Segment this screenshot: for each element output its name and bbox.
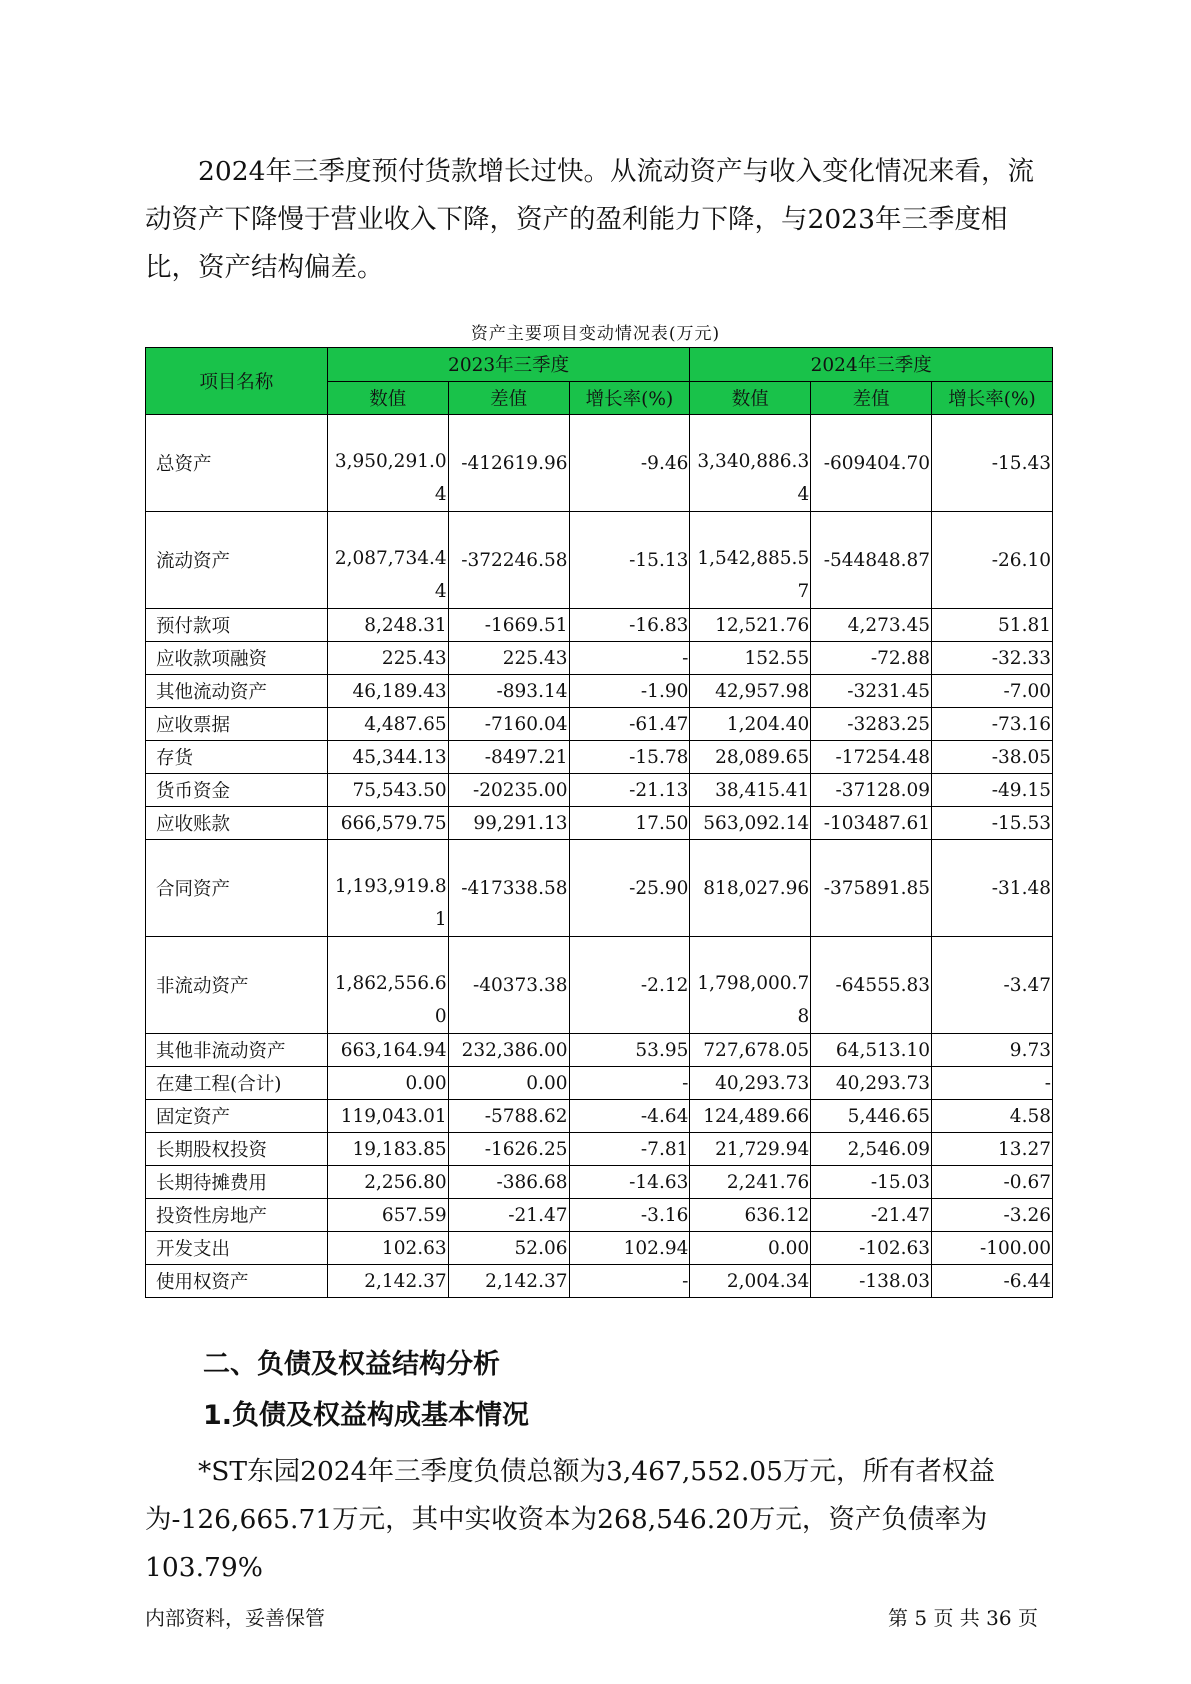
cell-item-name: 使用权资产 bbox=[146, 1265, 328, 1298]
cell-growth-2024: - bbox=[932, 1067, 1053, 1100]
cell-growth-2024: -3.47 bbox=[932, 937, 1053, 1034]
cell-growth-2023: -4.64 bbox=[569, 1100, 690, 1133]
cell-value-2023: 0.00 bbox=[327, 1067, 448, 1100]
cell-value-2023: 46,189.43 bbox=[327, 675, 448, 708]
cell-diff-2023: -372246.58 bbox=[448, 512, 569, 609]
table-row bbox=[146, 675, 1053, 708]
cell-value-2024: 636.12 bbox=[690, 1199, 811, 1232]
cell-growth-2024: -38.05 bbox=[932, 741, 1053, 774]
cell-diff-2023: -40373.38 bbox=[448, 937, 569, 1034]
cell-item-name: 开发支出 bbox=[146, 1232, 328, 1265]
table-body bbox=[146, 415, 1053, 1298]
cell-diff-2023: -386.68 bbox=[448, 1166, 569, 1199]
cell-value-2023: 2,087,734.44 bbox=[327, 512, 448, 609]
cell-diff-2024: 40,293.73 bbox=[811, 1067, 932, 1100]
table-row bbox=[146, 937, 1053, 1034]
cell-growth-2023: -14.63 bbox=[569, 1166, 690, 1199]
cell-item-name: 其他流动资产 bbox=[146, 675, 328, 708]
table-row bbox=[146, 840, 1053, 937]
cell-diff-2023: -7160.04 bbox=[448, 708, 569, 741]
table-row bbox=[146, 1232, 1053, 1265]
section-title: 二、负债及权益结构分析 bbox=[203, 1349, 500, 1380]
cell-growth-2024: -31.48 bbox=[932, 840, 1053, 937]
table-row bbox=[146, 1100, 1053, 1133]
cell-growth-2024: -3.26 bbox=[932, 1199, 1053, 1232]
cell-growth-2023: - bbox=[569, 642, 690, 675]
cell-value-2024: 2,241.76 bbox=[690, 1166, 811, 1199]
cell-diff-2024: -72.88 bbox=[811, 642, 932, 675]
cell-diff-2023: -893.14 bbox=[448, 675, 569, 708]
cell-item-name: 固定资产 bbox=[146, 1100, 328, 1133]
cell-item-name: 在建工程(合计) bbox=[146, 1067, 328, 1100]
footer-page-number: 第 5 页 共 36 页 bbox=[888, 1606, 1038, 1630]
cell-value-2023: 2,256.80 bbox=[327, 1166, 448, 1199]
cell-value-2023: 8,248.31 bbox=[327, 609, 448, 642]
cell-item-name: 流动资产 bbox=[146, 512, 328, 609]
cell-growth-2023: -16.83 bbox=[569, 609, 690, 642]
cell-value-2024: 124,489.66 bbox=[690, 1100, 811, 1133]
cell-value-2024: 152.55 bbox=[690, 642, 811, 675]
cell-value-2023: 1,193,919.81 bbox=[327, 840, 448, 937]
header-item-name: 项目名称 bbox=[146, 348, 328, 415]
cell-growth-2024: -0.67 bbox=[932, 1166, 1053, 1199]
cell-value-2024: 42,957.98 bbox=[690, 675, 811, 708]
cell-diff-2024: -17254.48 bbox=[811, 741, 932, 774]
cell-diff-2024: 2,546.09 bbox=[811, 1133, 932, 1166]
table-row bbox=[146, 774, 1053, 807]
cell-growth-2024: -32.33 bbox=[932, 642, 1053, 675]
cell-value-2023: 4,487.65 bbox=[327, 708, 448, 741]
cell-diff-2024: 64,513.10 bbox=[811, 1034, 932, 1067]
header-value: 数值 bbox=[327, 381, 448, 415]
header-period-2023: 2023年三季度 bbox=[327, 348, 690, 382]
cell-value-2024: 21,729.94 bbox=[690, 1133, 811, 1166]
cell-value-2023: 3,950,291.04 bbox=[327, 415, 448, 512]
cell-growth-2023: -25.90 bbox=[569, 840, 690, 937]
cell-value-2024: 1,798,000.78 bbox=[690, 937, 811, 1034]
cell-diff-2024: 5,446.65 bbox=[811, 1100, 932, 1133]
cell-value-2024: 563,092.14 bbox=[690, 807, 811, 840]
intro-paragraph: 2024年三季度预付货款增长过快。从流动资产与收入变化情况来看，流动资产下降慢于营业收入下降，资产的盈利能力下降，与2023年三季度相比，资产结构偏差。 bbox=[145, 156, 1034, 283]
table-row bbox=[146, 1133, 1053, 1166]
table-row bbox=[146, 1034, 1053, 1067]
cell-value-2024: 38,415.41 bbox=[690, 774, 811, 807]
header-value: 数值 bbox=[690, 381, 811, 415]
cell-diff-2023: -21.47 bbox=[448, 1199, 569, 1232]
table-row bbox=[146, 741, 1053, 774]
cell-diff-2023: -20235.00 bbox=[448, 774, 569, 807]
cell-diff-2024: -609404.70 bbox=[811, 415, 932, 512]
header-growth: 增长率(%) bbox=[569, 381, 690, 415]
header-diff: 差值 bbox=[448, 381, 569, 415]
table-row bbox=[146, 1265, 1053, 1298]
asset-change-table bbox=[145, 347, 1053, 1298]
cell-diff-2023: -5788.62 bbox=[448, 1100, 569, 1133]
table-row bbox=[146, 1199, 1053, 1232]
cell-diff-2024: -102.63 bbox=[811, 1232, 932, 1265]
cell-growth-2024: 13.27 bbox=[932, 1133, 1053, 1166]
cell-growth-2023: -1.90 bbox=[569, 675, 690, 708]
cell-diff-2023: -1669.51 bbox=[448, 609, 569, 642]
cell-value-2024: 40,293.73 bbox=[690, 1067, 811, 1100]
table-row bbox=[146, 512, 1053, 609]
cell-value-2023: 119,043.01 bbox=[327, 1100, 448, 1133]
cell-growth-2024: -15.43 bbox=[932, 415, 1053, 512]
cell-growth-2024: 9.73 bbox=[932, 1034, 1053, 1067]
cell-value-2023: 45,344.13 bbox=[327, 741, 448, 774]
cell-value-2023: 225.43 bbox=[327, 642, 448, 675]
cell-diff-2024: -544848.87 bbox=[811, 512, 932, 609]
cell-value-2024: 12,521.76 bbox=[690, 609, 811, 642]
cell-value-2024: 2,004.34 bbox=[690, 1265, 811, 1298]
cell-value-2023: 2,142.37 bbox=[327, 1265, 448, 1298]
cell-diff-2023: 232,386.00 bbox=[448, 1034, 569, 1067]
cell-value-2024: 1,204.40 bbox=[690, 708, 811, 741]
cell-value-2024: 1,542,885.57 bbox=[690, 512, 811, 609]
header-period-2024: 2024年三季度 bbox=[690, 348, 1053, 382]
cell-growth-2024: -49.15 bbox=[932, 774, 1053, 807]
header-diff: 差值 bbox=[811, 381, 932, 415]
cell-item-name: 货币资金 bbox=[146, 774, 328, 807]
cell-growth-2023: -61.47 bbox=[569, 708, 690, 741]
cell-growth-2024: -73.16 bbox=[932, 708, 1053, 741]
cell-diff-2023: -1626.25 bbox=[448, 1133, 569, 1166]
cell-value-2023: 663,164.94 bbox=[327, 1034, 448, 1067]
cell-diff-2024: -3231.45 bbox=[811, 675, 932, 708]
cell-diff-2024: -138.03 bbox=[811, 1265, 932, 1298]
cell-value-2023: 19,183.85 bbox=[327, 1133, 448, 1166]
cell-diff-2024: -103487.61 bbox=[811, 807, 932, 840]
liability-paragraph: *ST东园2024年三季度负债总额为3,467,552.05万元，所有者权益为-126,665.71万元，其中实收资本为268,546.20万元，资产负债率为103.79% bbox=[145, 1456, 996, 1583]
table-row bbox=[146, 609, 1053, 642]
table-row bbox=[146, 642, 1053, 675]
cell-item-name: 长期股权投资 bbox=[146, 1133, 328, 1166]
cell-value-2023: 75,543.50 bbox=[327, 774, 448, 807]
cell-growth-2023: - bbox=[569, 1265, 690, 1298]
cell-value-2024: 727,678.05 bbox=[690, 1034, 811, 1067]
table-row bbox=[146, 807, 1053, 840]
cell-item-name: 应收款项融资 bbox=[146, 642, 328, 675]
cell-growth-2023: -21.13 bbox=[569, 774, 690, 807]
cell-diff-2024: -21.47 bbox=[811, 1199, 932, 1232]
cell-item-name: 预付款项 bbox=[146, 609, 328, 642]
cell-diff-2024: -3283.25 bbox=[811, 708, 932, 741]
cell-item-name: 非流动资产 bbox=[146, 937, 328, 1034]
cell-item-name: 存货 bbox=[146, 741, 328, 774]
cell-value-2023: 102.63 bbox=[327, 1232, 448, 1265]
cell-item-name: 长期待摊费用 bbox=[146, 1166, 328, 1199]
cell-growth-2023: 17.50 bbox=[569, 807, 690, 840]
cell-item-name: 其他非流动资产 bbox=[146, 1034, 328, 1067]
cell-diff-2024: -375891.85 bbox=[811, 840, 932, 937]
cell-diff-2023: 99,291.13 bbox=[448, 807, 569, 840]
cell-growth-2024: 4.58 bbox=[932, 1100, 1053, 1133]
cell-item-name: 应收票据 bbox=[146, 708, 328, 741]
cell-growth-2024: -6.44 bbox=[932, 1265, 1053, 1298]
cell-growth-2023: - bbox=[569, 1067, 690, 1100]
cell-growth-2023: -2.12 bbox=[569, 937, 690, 1034]
cell-value-2024: 0.00 bbox=[690, 1232, 811, 1265]
table-row bbox=[146, 1067, 1053, 1100]
cell-diff-2023: -412619.96 bbox=[448, 415, 569, 512]
cell-growth-2023: -7.81 bbox=[569, 1133, 690, 1166]
cell-value-2024: 28,089.65 bbox=[690, 741, 811, 774]
cell-diff-2023: 225.43 bbox=[448, 642, 569, 675]
cell-diff-2023: -417338.58 bbox=[448, 840, 569, 937]
cell-diff-2024: 4,273.45 bbox=[811, 609, 932, 642]
cell-value-2023: 1,862,556.60 bbox=[327, 937, 448, 1034]
table-row bbox=[146, 1166, 1053, 1199]
cell-diff-2024: -64555.83 bbox=[811, 937, 932, 1034]
table-caption: 资产主要项目变动情况表(万元) bbox=[470, 324, 721, 344]
cell-growth-2024: -100.00 bbox=[932, 1232, 1053, 1265]
cell-growth-2024: -15.53 bbox=[932, 807, 1053, 840]
cell-item-name: 应收账款 bbox=[146, 807, 328, 840]
cell-growth-2023: -15.13 bbox=[569, 512, 690, 609]
subsection-title: 1.负债及权益构成基本情况 bbox=[203, 1400, 530, 1431]
cell-growth-2024: -7.00 bbox=[932, 675, 1053, 708]
cell-growth-2023: -3.16 bbox=[569, 1199, 690, 1232]
cell-growth-2023: 53.95 bbox=[569, 1034, 690, 1067]
cell-value-2023: 657.59 bbox=[327, 1199, 448, 1232]
table-row bbox=[146, 708, 1053, 741]
cell-item-name: 投资性房地产 bbox=[146, 1199, 328, 1232]
cell-value-2023: 666,579.75 bbox=[327, 807, 448, 840]
cell-growth-2024: -26.10 bbox=[932, 512, 1053, 609]
table-row bbox=[146, 415, 1053, 512]
cell-growth-2023: -9.46 bbox=[569, 415, 690, 512]
cell-diff-2024: -37128.09 bbox=[811, 774, 932, 807]
cell-diff-2023: 0.00 bbox=[448, 1067, 569, 1100]
cell-growth-2024: 51.81 bbox=[932, 609, 1053, 642]
cell-diff-2023: -8497.21 bbox=[448, 741, 569, 774]
header-growth: 增长率(%) bbox=[932, 381, 1053, 415]
cell-diff-2023: 2,142.37 bbox=[448, 1265, 569, 1298]
cell-value-2024: 818,027.96 bbox=[690, 840, 811, 937]
cell-diff-2023: 52.06 bbox=[448, 1232, 569, 1265]
cell-diff-2024: -15.03 bbox=[811, 1166, 932, 1199]
footer-confidential-note: 内部资料，妥善保管 bbox=[145, 1606, 325, 1630]
cell-item-name: 合同资产 bbox=[146, 840, 328, 937]
cell-growth-2023: 102.94 bbox=[569, 1232, 690, 1265]
cell-item-name: 总资产 bbox=[146, 415, 328, 512]
cell-value-2024: 3,340,886.34 bbox=[690, 415, 811, 512]
cell-growth-2023: -15.78 bbox=[569, 741, 690, 774]
